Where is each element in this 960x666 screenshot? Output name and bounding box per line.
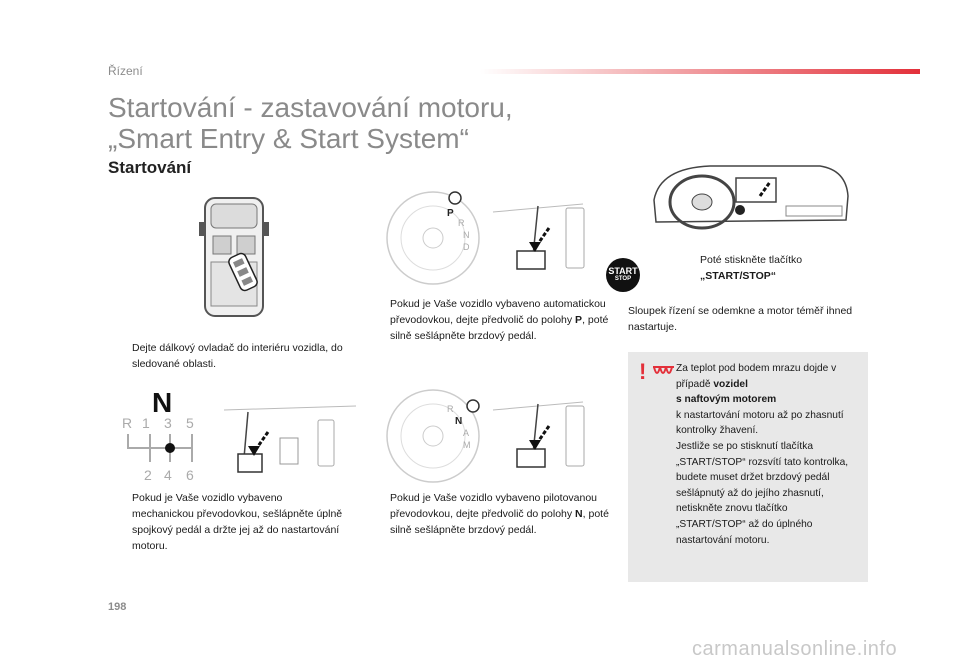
section-label: Řízení xyxy=(108,64,143,78)
gear-label: 1 xyxy=(142,415,150,431)
step-start-line1: Poté stiskněte tlačítko xyxy=(700,254,803,266)
info-bold-2: s naftovým motorem xyxy=(676,394,777,406)
gear-label: 2 xyxy=(144,467,152,483)
van-key-illustration xyxy=(197,192,279,322)
subheading: Startování xyxy=(108,158,192,177)
start-stop-icon xyxy=(606,258,640,292)
gear-label: 3 xyxy=(164,415,172,431)
gear-n: N xyxy=(575,508,583,520)
stop-label: STOP xyxy=(614,276,632,282)
selector-letter: R xyxy=(447,404,454,414)
title-line-1: Startování - zastavování motoru, xyxy=(108,92,513,123)
selector-letter: M xyxy=(463,440,471,450)
step-start-button xyxy=(680,252,840,284)
selector-letter: R xyxy=(458,218,465,228)
warning-info-box xyxy=(628,352,868,582)
title-line-2: „Smart Entry & Start System“ xyxy=(108,123,469,154)
selector-letter: N xyxy=(455,416,463,427)
step-manual xyxy=(112,490,346,554)
warning-exclamation-icon: ! xyxy=(639,359,647,384)
step-start-line2: „START/STOP“ xyxy=(700,270,777,282)
selector-letter: D xyxy=(463,242,470,252)
dashboard-illustration xyxy=(650,160,850,240)
gear-selected-label: N xyxy=(152,387,173,418)
info-p3: Jestliže se po stisknutí tlačítka „START/STOP“ rozsvítí tato kontrolka, budete muset držet brzdový pedál sešlápnutý až do jejího zhasnutí, netiskněte znovu tlačítko „START/STOP“ až do úplného nastartování motoru. xyxy=(676,440,849,546)
steering-note: Sloupek řízení se odemkne a motor téměř ihned nastartuje. xyxy=(628,305,853,333)
step-automatic-before: Pokud je Vaše vozidlo vybaveno automatickou převodovkou, dejte předvolič do polohy xyxy=(390,298,606,326)
gear-label: 5 xyxy=(186,415,194,431)
step-piloted-before: Pokud je Vaše vozidlo vybaveno pilotovanou převodovkou, dejte předvolič do polohy xyxy=(390,492,598,520)
info-p1: Za teplot pod bodem mrazu dojde v případě xyxy=(676,363,837,390)
page-number: 198 xyxy=(108,601,127,613)
watermark: carmanualsonline.info xyxy=(692,638,898,660)
step-automatic-after: , poté silně sešlápněte brzdový pedál. xyxy=(390,314,609,342)
gear-label: 6 xyxy=(186,467,194,483)
step-piloted xyxy=(370,490,610,538)
gear-label: 4 xyxy=(164,467,172,483)
step-remote-text: Dejte dálkový ovladač do interiéru vozidla, do sledované oblasti. xyxy=(132,342,343,370)
info-text xyxy=(676,361,858,548)
step-automatic xyxy=(370,296,610,344)
selector-letter: A xyxy=(463,428,470,438)
gear-p: P xyxy=(575,314,583,326)
automatic-selector-illustration xyxy=(383,186,593,286)
step-manual-text: Pokud je Vaše vozidlo vybaveno mechanickou převodovkou, sešlápněte úplně spojkový pedál a držte jej až do nastartování motoru. xyxy=(132,492,343,552)
gear-label: R xyxy=(122,415,133,431)
start-label: START xyxy=(608,266,638,276)
selector-letter: P xyxy=(447,208,454,219)
glow-plug-icon xyxy=(652,365,676,381)
page-title xyxy=(108,92,513,154)
piloted-selector-illustration xyxy=(383,384,593,484)
manual-gearbox-illustration xyxy=(120,384,360,484)
info-p2: k nastartování motoru až po zhasnutí kontrolky žhavení. xyxy=(676,409,844,437)
info-bold-1: vozidel xyxy=(713,378,748,390)
selector-letter: N xyxy=(463,230,470,240)
header-rule xyxy=(480,69,920,74)
step-piloted-after: , poté silně sešlápněte brzdový pedál. xyxy=(390,508,609,536)
step-remote xyxy=(112,340,352,372)
